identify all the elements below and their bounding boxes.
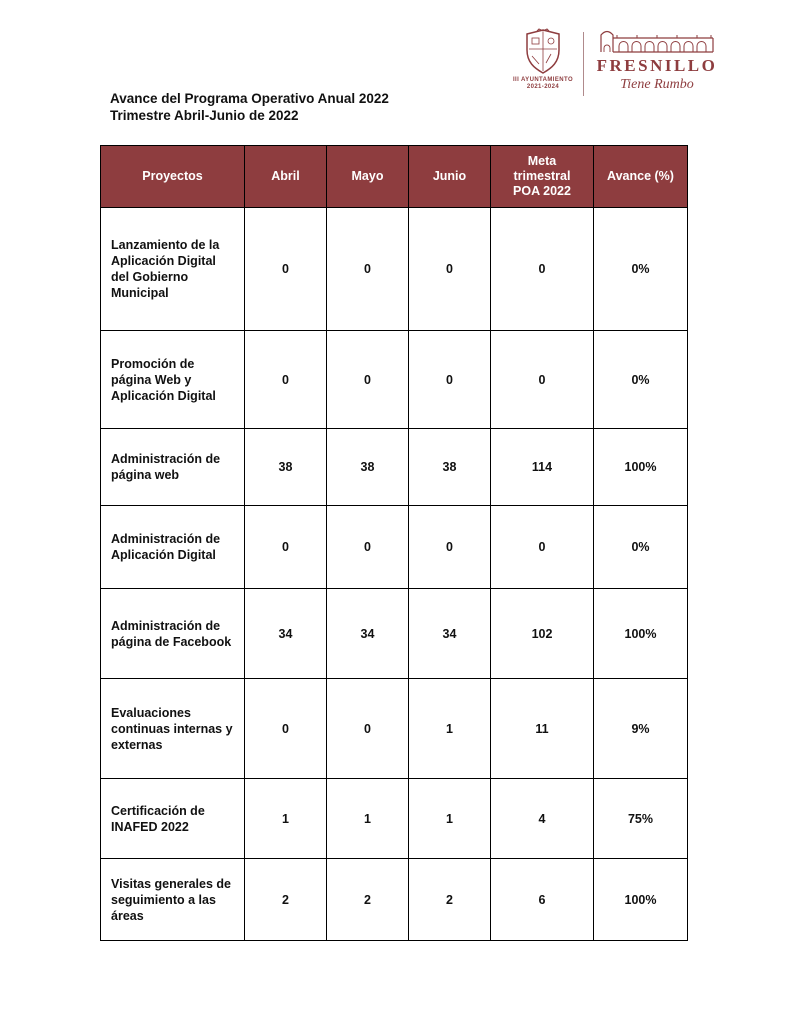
fresnillo-tagline: Tiene Rumbo [620,77,694,92]
table-row [101,859,688,941]
value-cell: 2 [409,859,491,941]
value-cell: 0 [409,506,491,589]
project-name-cell: Lanzamiento de la Aplicación Digital del Gobierno Municipal [101,208,245,331]
crest-caption-line1: III AYUNTAMIENTO [512,77,574,83]
value-cell: 100% [594,429,688,506]
document-title [110,90,389,124]
table-header-row [101,146,688,208]
table-row [101,506,688,589]
value-cell: 6 [491,859,594,941]
header-logos [512,28,721,96]
value-cell: 1 [409,779,491,859]
project-name-cell: Administración de página web [101,429,245,506]
project-name-cell: Administración de Aplicación Digital [101,506,245,589]
value-cell: 11 [491,679,594,779]
value-cell: 38 [245,429,327,506]
value-cell: 0% [594,208,688,331]
value-cell: 0 [245,331,327,429]
project-name-cell: Promoción de página Web y Aplicación Digital [101,331,245,429]
value-cell: 2 [245,859,327,941]
table-row [101,429,688,506]
value-cell: 38 [409,429,491,506]
header-mayo: Mayo [327,146,409,208]
value-cell: 1 [245,779,327,859]
value-cell: 0 [409,331,491,429]
header-meta-trimestral: Meta trimestral POA 2022 [491,146,594,208]
header-proyectos: Proyectos [101,146,245,208]
value-cell: 0 [491,331,594,429]
value-cell: 0% [594,331,688,429]
header-junio: Junio [409,146,491,208]
project-name-cell: Administración de página de Facebook [101,589,245,679]
value-cell: 0 [245,679,327,779]
crest-caption [513,77,573,91]
value-cell: 102 [491,589,594,679]
value-cell: 114 [491,429,594,506]
logo-divider [583,32,584,96]
fresnillo-logo [593,28,721,93]
value-cell: 100% [594,589,688,679]
value-cell: 0 [327,679,409,779]
poa-progress-table [100,145,688,941]
value-cell: 2 [327,859,409,941]
title-line-2: Trimestre Abril-Junio de 2022 [110,108,299,123]
value-cell: 34 [327,589,409,679]
value-cell: 75% [594,779,688,859]
value-cell: 0% [594,506,688,589]
table-row [101,589,688,679]
value-cell: 1 [327,779,409,859]
value-cell: 0 [245,506,327,589]
value-cell: 9% [594,679,688,779]
fresnillo-wordmark: FRESNILLO [596,56,718,75]
value-cell: 4 [491,779,594,859]
fresnillo-building-icon [597,28,717,54]
header-abril: Abril [245,146,327,208]
title-line-1: Avance del Programa Operativo Anual 2022 [110,91,389,106]
value-cell: 100% [594,859,688,941]
value-cell: 1 [409,679,491,779]
project-name-cell: Evaluaciones continuas internas y externas [101,679,245,779]
value-cell: 0 [491,506,594,589]
crest-caption-line2: 2021-2024 [526,84,560,90]
value-cell: 0 [491,208,594,331]
table-row [101,208,688,331]
value-cell: 0 [327,506,409,589]
value-cell: 0 [327,331,409,429]
value-cell: 0 [245,208,327,331]
header-avance: Avance (%) [594,146,688,208]
value-cell: 34 [245,589,327,679]
crest-shield-icon [525,28,561,74]
value-cell: 0 [409,208,491,331]
table-row [101,679,688,779]
table-row [101,331,688,429]
value-cell: 34 [409,589,491,679]
project-name-cell: Certificación de INAFED 2022 [101,779,245,859]
value-cell: 38 [327,429,409,506]
project-name-cell: Visitas generales de seguimiento a las áreas [101,859,245,941]
table-row [101,779,688,859]
municipal-crest [512,28,574,91]
value-cell: 0 [327,208,409,331]
